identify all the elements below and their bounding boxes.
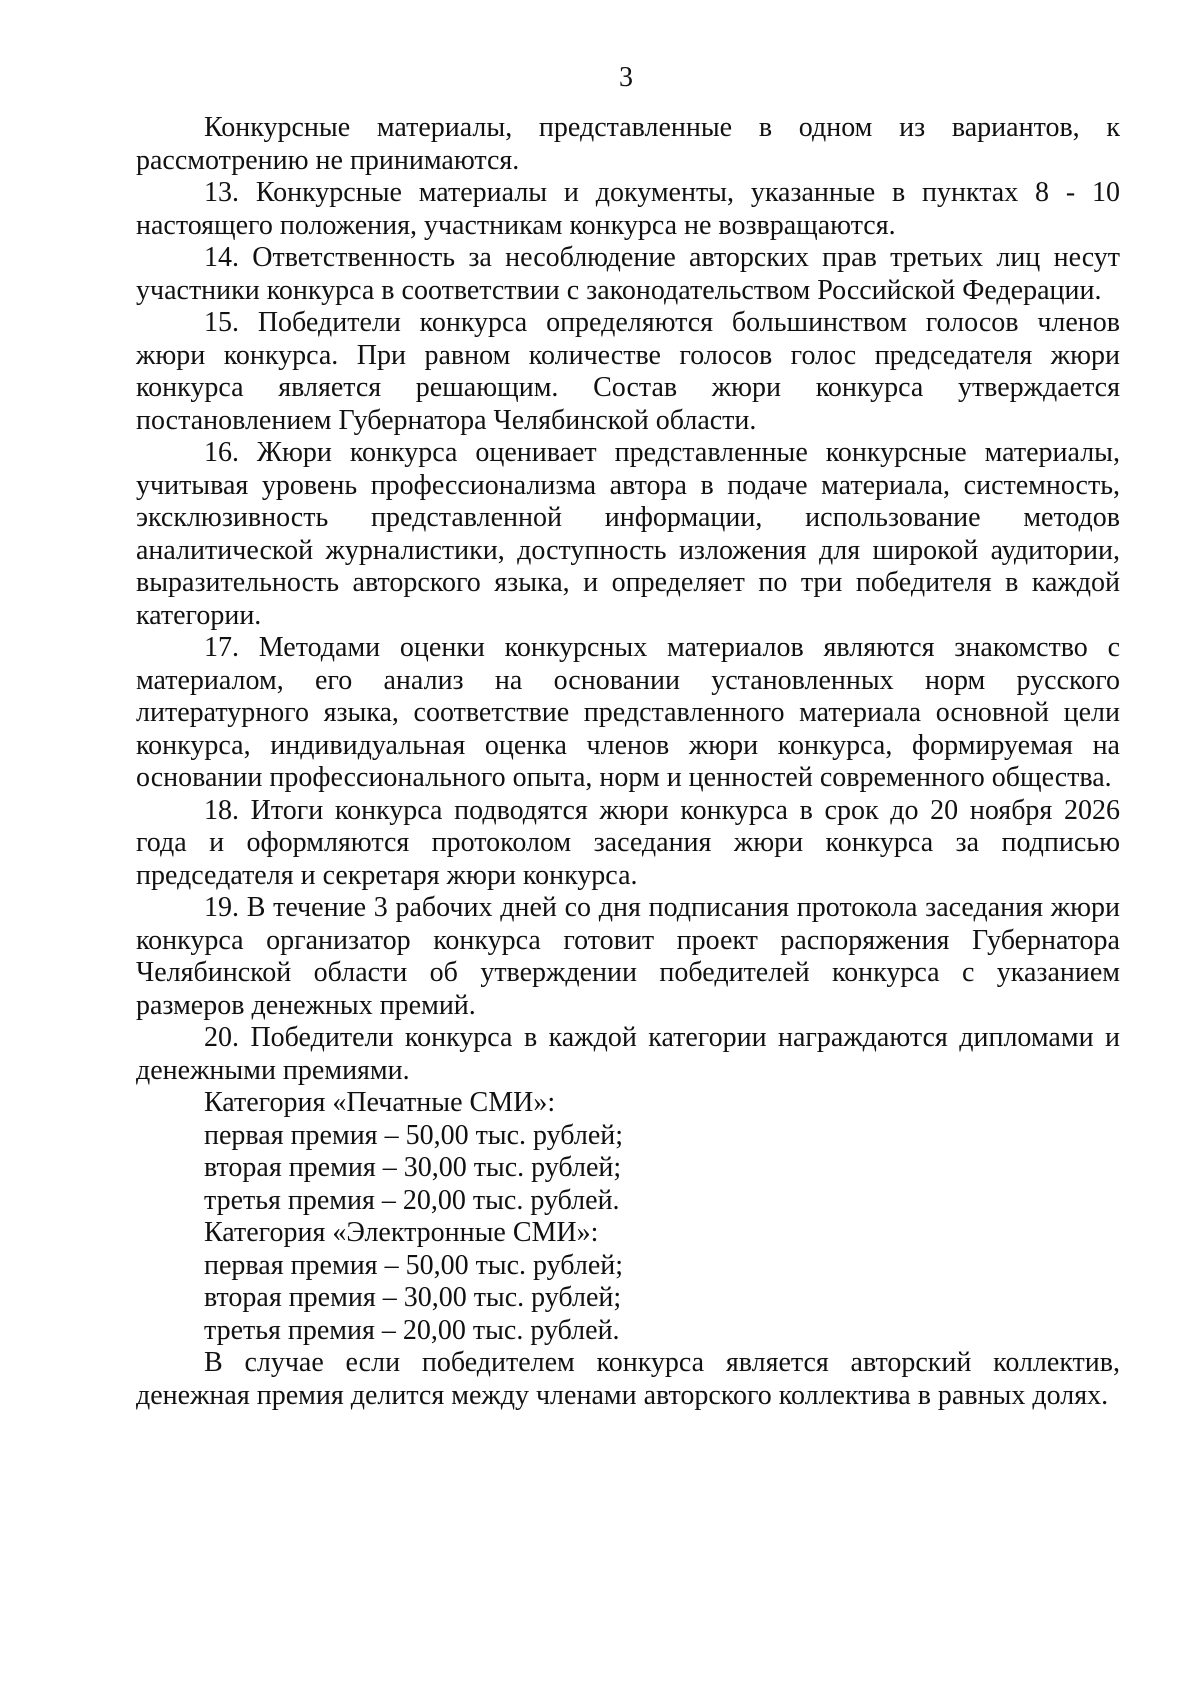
list-item: первая премия – 50,00 тыс. рублей; [204,1119,624,1151]
paragraph-20: 20. Победители конкурса в каждой категории награждаются дипломами и денежными премиями. [136,1022,1120,1086]
list-item: третья премия – 20,00 тыс. рублей. [204,1314,620,1346]
list-item: третья премия – 20,00 тыс. рублей. [204,1184,620,1216]
paragraph-materials-variants: Конкурсные материалы, представленные в одном из вариантов, к рассмотрению не принимаются. [136,112,1120,176]
prize-list [136,1087,1120,1347]
category-print-media: Категория «Печатные СМИ»: [204,1087,556,1118]
document-body [136,112,1120,1412]
paragraph-17: 17. Методами оценки конкурсных материалов являются знакомство с материалом, его анализ на основании установленных норм русского литературного языка, соответствие представленного материала основной цели конкурса, индивидуальная оценка членов жюри конкурса, формируемая на основании профессионального опыта, норм и ценностей современного общества. [136,632,1120,793]
paragraph-13: 13. Конкурсные материалы и документы, указанные в пунктах 8 - 10 настоящего положения, участникам конкурса не возвращаются. [136,177,1120,241]
paragraph-14: 14. Ответственность за несоблюдение авторских прав третьих лиц несут участники конкурса в соответствии с законодательством Российской Федерации. [136,242,1120,306]
paragraph-16: 16. Жюри конкурса оценивает представленные конкурсные материалы, учитывая уровень профессионализма автора в подаче материала, системность, эксклюзивность представленной информации, использование методов аналитической журналистики, доступность изложения для широкой аудитории, выразительность авторского языка, и определяет по три победителя в каждой категории. [136,437,1120,631]
category-electronic-media: Категория «Электронные СМИ»: [204,1217,599,1248]
list-item: вторая премия – 30,00 тыс. рублей; [204,1152,622,1183]
list-item: первая премия – 50,00 тыс. рублей; [204,1249,624,1281]
paragraph-collective-prize: В случае если победителем конкурса является авторский коллектив, денежная премия делится между членами авторского коллектива в равных долях. [136,1347,1120,1411]
paragraph-18: 18. Итоги конкурса подводятся жюри конкурса в срок до 20 ноября 2026 года и оформляются протоколом заседания жюри конкурса за подписью председателя и секретаря жюри конкурса. [136,794,1120,891]
list-item: вторая премия – 30,00 тыс. рублей; [204,1282,622,1313]
paragraph-15: 15. Победители конкурса определяются большинством голосов членов жюри конкурса. При равном количестве голосов голос председателя жюри конкурса является решающим. Состав жюри конкурса утверждается постановлением Губернатора Челябинской области. [136,307,1120,436]
paragraph-19: 19. В течение 3 рабочих дней со дня подписания протокола заседания жюри конкурса организатор конкурса готовит проект распоряжения Губернатора Челябинской области об утверждении победителей конкурса с указанием размеров денежных премий. [136,892,1120,1021]
page-number: 3 [619,62,633,93]
